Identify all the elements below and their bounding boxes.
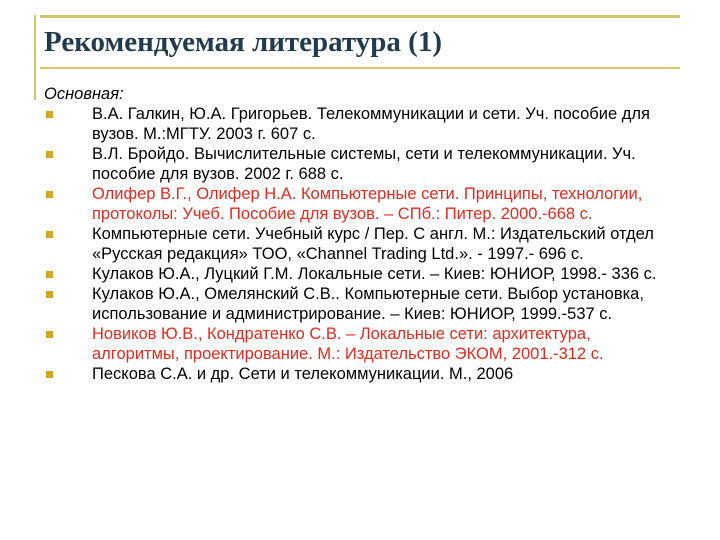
reference-text: Пескова С.А. и др. Сети и телекоммуникации. М., 2006: [92, 365, 514, 383]
left-decorative-rule: [34, 15, 36, 100]
square-bullet-icon: [46, 271, 53, 278]
reference-text: Кулаков Ю.А., Омелянский С.В.. Компьютерные сети. Выбор установка, использование и администрирование. – Киев: ЮНИОР, 1999.-537 с.: [92, 285, 644, 323]
square-bullet-icon: [46, 371, 53, 378]
square-bullet-icon: [46, 291, 53, 298]
reference-item: [44, 264, 674, 284]
top-decorative-rule: [40, 15, 680, 18]
square-bullet-icon: [46, 151, 53, 158]
reference-item: [44, 224, 674, 264]
reference-text: Компьютерные сети. Учебный курс / Пер. С англ. М.: Издательский отдел «Русская редакция» ТОО, «Channel Trading Ltd.». - 1997.- 696 с.: [92, 225, 654, 263]
square-bullet-icon: [46, 331, 53, 338]
square-bullet-icon: [46, 111, 53, 118]
reference-item: [44, 104, 674, 144]
reference-text: Олифер В.Г., Олифер Н.А. Компьютерные сети. Принципы, технологии, протоколы: Учеб. Пособие для вузов. – СПб.: Питер. 2000.-668 с.: [92, 185, 643, 223]
reference-text: В.А. Галкин, Ю.А. Григорьев. Телекоммуникации и сети. Уч. пособие для вузов. М.:МГТУ. 2003 г. 607 с.: [92, 105, 650, 143]
slide-content: [44, 84, 674, 384]
title-underline-rule: [40, 67, 680, 69]
reference-item: [44, 324, 674, 364]
reference-item: [44, 184, 674, 224]
reference-item: [44, 284, 674, 324]
section-label: Основная:: [44, 85, 124, 103]
reference-item: [44, 364, 674, 384]
square-bullet-icon: [46, 191, 53, 198]
reference-item: [44, 144, 674, 184]
slide-title: Рекомендуемая литература (1): [44, 26, 442, 58]
reference-text: Новиков Ю.В., Кондратенко С.В. – Локальные сети: архитектура, алгоритмы, проектирование. М.: Издательство ЭКОМ, 2001.-312 с.: [92, 325, 604, 363]
reference-text: В.Л. Бройдо. Вычислительные системы, сети и телекоммуникации. Уч. пособие для вузов. 2002 г. 688 с.: [92, 145, 636, 183]
reference-list: [44, 104, 674, 384]
square-bullet-icon: [46, 231, 53, 238]
reference-text: Кулаков Ю.А., Луцкий Г.М. Локальные сети. – Киев: ЮНИОР, 1998.- 336 с.: [92, 265, 657, 283]
